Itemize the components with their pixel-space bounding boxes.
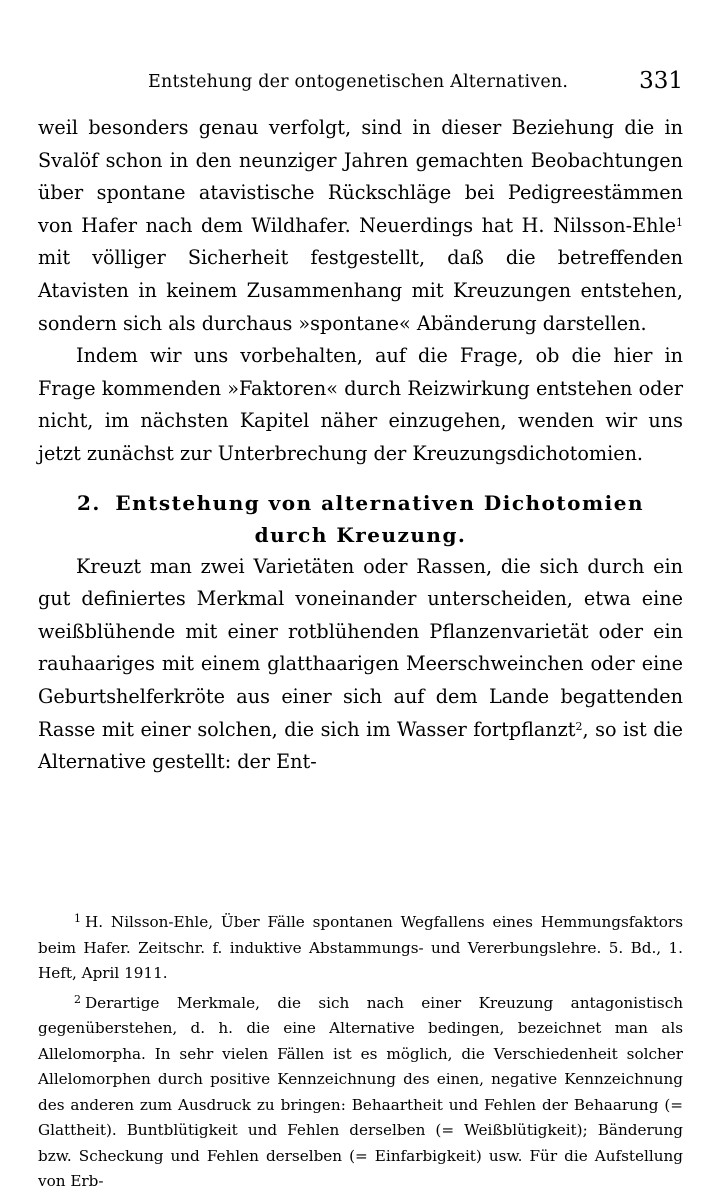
footnote-1 (38, 906, 683, 987)
paragraph-3-text-a: Kreuzt man zwei Varietäten oder Rassen, die sich durch ein gut definiertes Merkmal voneinander unterscheiden, etwa eine weißblühende mit einer rotblühenden Pflanzenvarietät oder ein rauhaariges mit einem glatthaarigen Meerschweinchen oder eine Geburtshelferkröte aus einer sich auf dem Lande begattenden Rasse mit einer solchen, die sich im Wasser fortpflanzt (38, 554, 683, 741)
paragraph-1 (38, 112, 683, 340)
paragraph-1-text-b: mit völliger Sicherheit festgestellt, daß die betreffenden Atavisten in keinem Zusammenhang mit Kreuzungen entstehen, sondern sich als durchaus »spontane« Abänderung darstellen. (38, 246, 683, 335)
running-title: Entstehung der ontogenetischen Alternativen. (148, 72, 569, 92)
paragraph-1-text-a: weil besonders genau verfolgt, sind in dieser Beziehung die in Svalöf schon in den neunziger Jahren gemachten Beobachtungen über spontane atavistische Rückschläge bei Pedigreestämmen von Hafer nach dem Wildhafer. Neuerdings hat H. Nilsson-Ehle (38, 116, 683, 237)
section-heading (38, 487, 683, 551)
page-number: 331 (639, 68, 683, 94)
footnotes (38, 906, 683, 1195)
footnote-ref-2: 2 (575, 719, 583, 733)
footnote-marker: 1 (74, 912, 81, 925)
footnote-ref-1: 1 (676, 215, 683, 229)
footnote-2 (38, 987, 683, 1195)
paragraph-3 (38, 551, 683, 779)
footnote-text: Derartige Merkmale, die sich nach einer Kreuzung antagonistisch gegenüberstehen, d. h. die eine Alternative bedingen, bezeichnet man als Allelomorpha. In sehr vielen Fällen ist es möglich, die Verschiedenheit solcher Allelomorphen durch positive Kennzeichnung des einen, negative Kennzeichnung des anderen zum Ausdruck zu bringen: Behaartheit und Fehlen der Behaarung (= Glattheit). Buntblütigkeit und Fehlen derselben (= Weißblütigkeit); Bänderung bzw. Scheckung und Fehlen derselben (= Einfarbigkeit) usw. Für die Aufstellung von Erb- (38, 993, 683, 1190)
main-text (38, 112, 683, 779)
section-number: 2. (77, 490, 101, 515)
footnote-marker: 2 (74, 992, 81, 1006)
footnote-text: H. Nilsson-Ehle, Über Fälle spontanen Wegfallens eines Hemmungsfaktors beim Hafer. Zeitschr. f. induktive Abstammungs- und Vererbungslehre. 5. Bd., 1. Heft, April 1911. (38, 913, 683, 982)
paragraph-2: Indem wir uns vorbehalten, auf die Frage, ob die hier in Frage kommenden »Faktoren« durch Reizwirkung entstehen oder nicht, im nächsten Kapitel näher einzugehen, wenden wir uns jetzt zunächst zur Unterbrechung der Kreuzungsdichotomien. (38, 344, 683, 465)
section-title: Entstehung von alternativen Dichotomien durch Kreuzung. (115, 490, 644, 547)
page-header (38, 70, 683, 100)
paragraph-3-text-b: , so ist die Alternative gestellt: der Ent- (38, 717, 683, 774)
